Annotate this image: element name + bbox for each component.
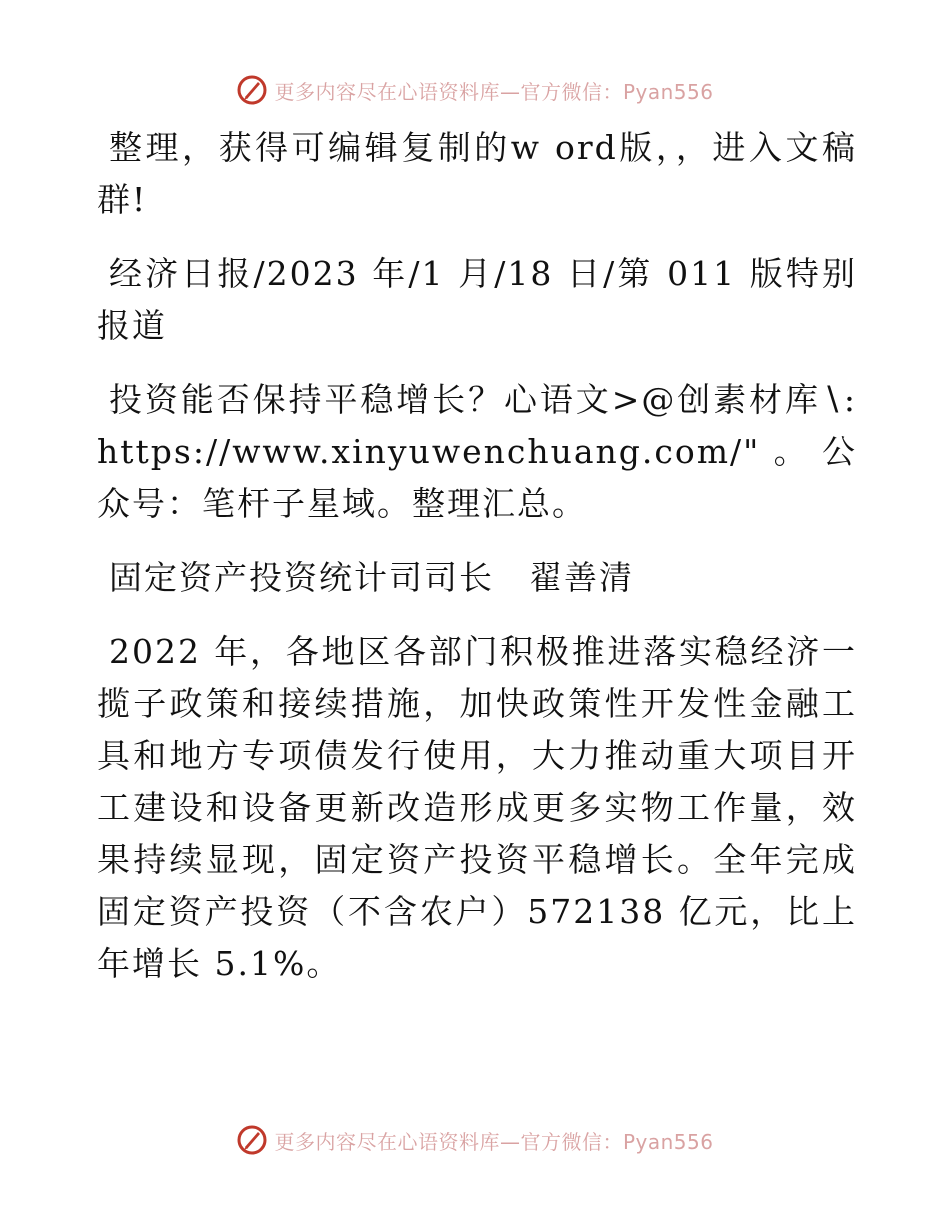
footer-banner-text: 更多内容尽在心语资料库—官方微信：Pyan556 xyxy=(274,1129,714,1154)
paragraph-intro: 整理，获得可编辑复制的w ord版，，进入文稿群! xyxy=(97,128,857,219)
document-body xyxy=(97,122,857,1012)
footer-banner xyxy=(0,1120,950,1160)
header-banner-text: 更多内容尽在心语资料库—官方微信：Pyan556 xyxy=(274,79,714,104)
paragraph-author: 固定资产投资统计司司长 翟善清 xyxy=(109,558,634,597)
paragraph-body: 2022 年，各地区各部门积极推进落实稳经济一揽子政策和接续措施，加快政策性开发性金融工具和地方专项债发行使用，大力推动重大项目开工建设和设备更新改造形成更多实物工作量，效果持续显现，固定资产投资平稳增长。全年完成固定资产投资（不含农户）572138 亿元，比上年增长 5.1%。 xyxy=(97,632,857,983)
paragraph-title: 投资能否保持平稳增长？心语文>@创素材库∖: https://www.xinyuwenchuang.com/"。公众号：笔杆子星域。整理汇总。 xyxy=(97,380,857,523)
quill-pen-logo-icon xyxy=(236,1124,268,1156)
quill-pen-logo-icon xyxy=(236,74,268,106)
header-banner xyxy=(0,70,950,110)
paragraph-source: 经济日报/2023 年/1 月/18 日/第 011 版特别报道 xyxy=(97,254,857,345)
